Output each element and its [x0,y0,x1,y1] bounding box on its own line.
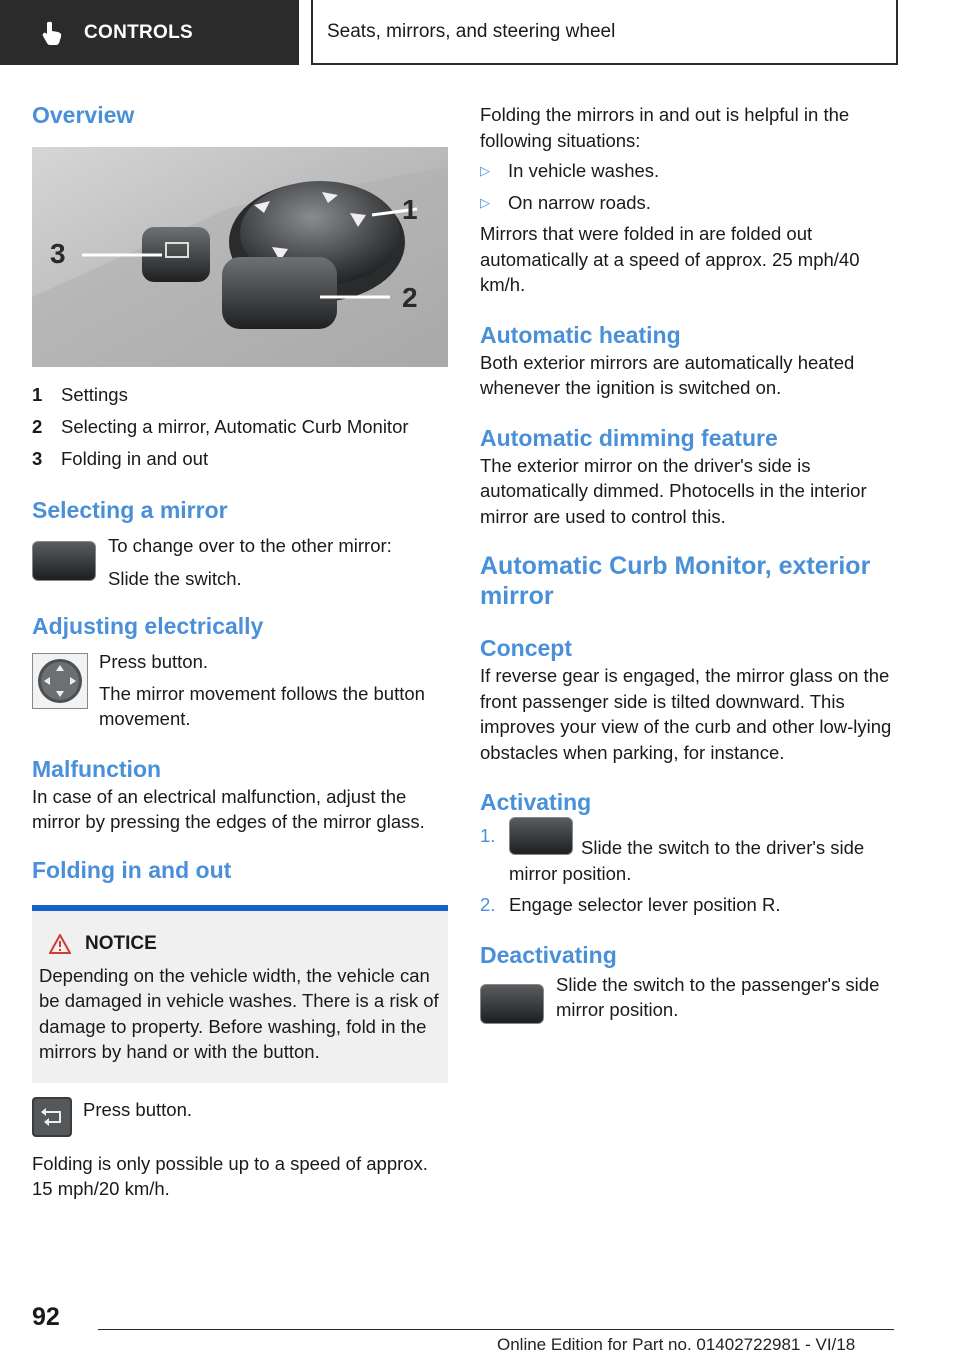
left-column [32,100,448,1202]
folding-intro: Folding the mirrors in and out is helpful in the following situations: [480,104,850,151]
list-item [480,187,896,219]
mirror-switch-icon [480,984,544,1024]
activating-heading: Activating [480,789,592,815]
callout-1: 1 [402,194,418,225]
step-number: 2. [480,894,496,915]
deactivating-text: Slide the switch to the passenger's side mirror position. [556,973,880,1020]
section-label: CONTROLS [84,21,194,43]
dimming-heading: Automatic dimming feature [480,424,778,451]
bullet-text: On narrow roads. [508,192,651,213]
legend-item [32,411,448,443]
legend-item [32,379,448,411]
legend-number: 3 [32,448,43,469]
legend-number: 1 [32,384,43,405]
deactivating-section [480,972,896,1024]
hand-pointer-icon [40,20,66,46]
heating-heading: Automatic heating [480,321,681,348]
folding-speed-text: Folding is only possible up to a speed of approx. 15 mph/20 km/h. [32,1152,428,1199]
legend-text: Folding in and out [61,448,209,469]
bullet-triangle-icon: ▷ [480,195,490,210]
dimming-text: The exterior mirror on the driver's side is automatically dimmed. Photocells in the interior mirror are used to control this. [480,454,867,527]
concept-text: If reverse gear is engaged, the mirror glass on the front passenger side is tilted downward. This improves your view of the curb and other low-lying obstacles when parking, for instance. [480,665,892,763]
selecting-text-2: Slide the switch. [108,567,242,589]
activating-steps [480,823,896,918]
curb-monitor-heading: Automatic Curb Monitor, exterior mirror [480,552,871,610]
notice-text: Depending on the vehicle width, the vehicle can be damaged in vehicle washes. There is a risk of damage to property. Before washing, fold in the mirrors by hand or with the button. [39,964,439,1062]
legend-item [32,443,448,475]
bullet-text: In vehicle washes. [508,160,660,181]
folding-button-section [32,1097,448,1137]
header-section-tab [0,0,299,65]
folding-heading: Folding in and out [32,856,232,883]
press-button-text: Press button. [83,1098,193,1120]
callout-3: 3 [50,238,66,269]
concept-heading: Concept [480,635,572,661]
page-number: 92 [32,1303,60,1331]
list-item [480,155,896,187]
legend-text: Selecting a mirror, Automatic Curb Monitor [61,416,409,437]
auto-fold-text: Mirrors that were folded in are folded out automatically at a speed of approx. 25 mph/40 km/h. [480,223,860,295]
adjusting-text-2: The mirror movement follows the button movement. [99,682,425,729]
callout-2: 2 [402,282,418,313]
adjusting-section [32,649,448,732]
step-item [480,823,896,886]
photo-legend [32,379,448,475]
selecting-heading: Selecting a mirror [32,497,228,523]
notice-box [32,905,448,1083]
malfunction-heading: Malfunction [32,755,162,782]
warning-triangle-icon [49,934,71,954]
step-item [480,892,896,918]
adjusting-text-1: Press button. [99,651,209,672]
legend-text: Settings [61,384,128,405]
step-text: Engage selector lever position R. [509,894,781,915]
selecting-section [32,533,448,591]
footer-divider [98,1329,894,1330]
legend-number: 2 [32,416,43,437]
edition-text: Online Edition for Part no. 01402722981 - VI/18 [497,1335,856,1354]
overview-heading: Overview [32,102,135,128]
adjust-button-icon [32,653,88,709]
chapter-title: Seats, mirrors, and steering wheel [327,20,616,42]
heating-text: Both exterior mirrors are automatically heated whenever the ignition is switched on. [480,351,855,398]
selecting-text-1: To change over to the other mirror: [108,535,392,556]
step-number: 1. [480,825,496,846]
adjusting-heading: Adjusting electrically [32,613,264,639]
notice-label: NOTICE [85,932,157,954]
malfunction-text: In case of an electrical malfunction, adjust the mirror by pressing the edges of the mirror glass. [32,785,425,832]
notice-header [49,933,440,955]
bullet-triangle-icon: ▷ [480,163,490,178]
header-chapter [311,0,898,65]
mirror-controls-illustration [32,147,448,367]
right-column [480,100,896,1024]
fold-button-icon [32,1097,72,1137]
deactivating-heading: Deactivating [480,941,617,968]
situations-list [480,155,896,219]
mirror-switch-icon [509,817,573,855]
step-text: Slide the switch to the driver's side mirror position. [509,837,865,884]
mirror-switch-icon [32,541,96,581]
mirror-controls-photo [32,147,448,367]
